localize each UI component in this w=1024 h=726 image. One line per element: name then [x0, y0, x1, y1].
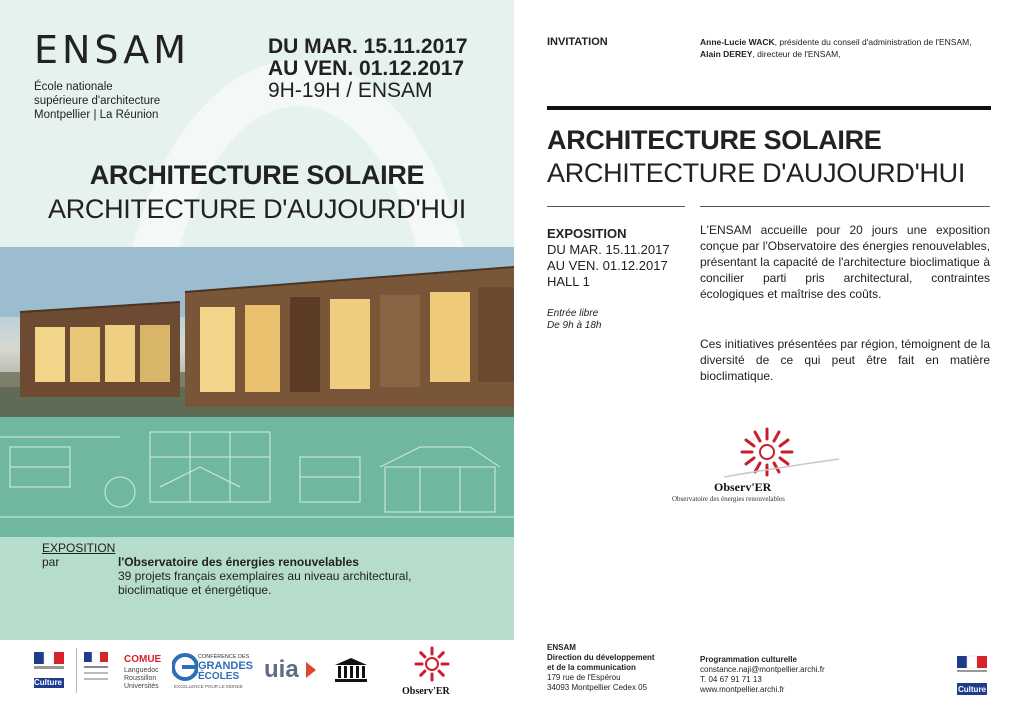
host-1-role: , présidente du conseil d'administration de l'ENSAM, — [774, 37, 972, 47]
architectural-drawing — [0, 417, 514, 537]
opening-hours — [547, 308, 602, 332]
culture-text: Culture — [34, 678, 62, 687]
footer-org: ENSAM — [547, 643, 576, 652]
hours: De 9h à 18h — [547, 320, 602, 331]
exhibition-dates — [268, 36, 468, 102]
comue-line: Universités — [124, 683, 159, 690]
ge-main2: ÉCOLES — [198, 671, 240, 682]
grandes-ecoles-icon — [172, 652, 198, 682]
expo-date-start: DU MAR. 15.11.2017 — [547, 242, 670, 257]
description-line: 39 projets français exemplaires au niveau architectural, — [118, 569, 412, 583]
description-paragraph-2: Ces initiatives présentées par région, témoignent de la diversité de ce qui peut être fait en matière bioclimatique. — [700, 337, 990, 383]
footer-website-link[interactable]: www.montpellier.archi.fr — [700, 685, 785, 694]
exhibition-band — [0, 537, 514, 640]
host-2-name: Alain DEREY — [700, 49, 753, 59]
ge-main: GRANDES — [198, 660, 254, 672]
exhibition-description — [118, 569, 478, 597]
divider — [700, 206, 990, 207]
expo-location: HALL 1 — [547, 274, 590, 289]
description-line: bioclimatique et énergétique. — [118, 583, 272, 597]
partner-logos — [0, 640, 514, 726]
hours-venue: 9H-19H / ENSAM — [268, 79, 433, 102]
divider — [76, 648, 77, 693]
comue-line: Roussillon — [124, 675, 157, 682]
comue-subtitle — [124, 667, 159, 691]
title-line-2: ARCHITECTURE D'AUJOURD'HUI — [547, 158, 966, 188]
poster-title — [0, 158, 514, 226]
uia-arrow-icon — [306, 662, 316, 678]
footer-address — [547, 643, 655, 693]
description-paragraph-1: L'ENSAM accueille pour 20 jours une exposition conçue par l'Observatoire des énergies renouvelables, présentant la capacité de l'architecture bioclimatique à concilier parti pris architectural, contraintes écologiques et maîtrise des coûts. — [700, 223, 990, 301]
footer-contact — [700, 655, 825, 695]
unesco-temple-icon — [334, 656, 368, 684]
expo-label: EXPOSITION — [42, 541, 116, 555]
ensam-logo: ENSAM — [34, 28, 191, 72]
host-1-name: Anne-Lucie WACK — [700, 37, 775, 47]
host-1 — [700, 36, 1000, 48]
divider — [547, 206, 685, 207]
invitation-page — [514, 0, 1024, 726]
footer-city: 34093 Montpellier Cedex 05 — [547, 683, 648, 692]
invitation-title — [547, 124, 965, 190]
culture-text: Culture — [958, 685, 986, 694]
expo-heading: EXPOSITION — [547, 226, 627, 241]
organizer-name: l'Observatoire des énergies renouvelables — [118, 555, 359, 569]
title-line-2: ARCHITECTURE D'AUJOURD'HUI — [47, 194, 467, 224]
host-2 — [700, 48, 1000, 60]
building-photo — [0, 247, 514, 417]
school-line: Montpellier | La Réunion — [34, 109, 159, 121]
observer-sun-icon — [412, 644, 452, 684]
observer-name: Observ'ER — [714, 480, 772, 494]
exhibition-info — [547, 226, 670, 290]
expo-date-end: AU VEN. 01.12.2017 — [547, 258, 668, 273]
ge-top: CONFÉRENCE DES — [198, 654, 250, 660]
comue-logo: COMUE — [124, 654, 162, 665]
footer-dept: Direction du développement — [547, 653, 655, 662]
hosts — [700, 36, 1000, 60]
ge-tagline: EXCELLENCE POUR LE MONDE — [174, 684, 243, 689]
school-name — [34, 80, 214, 122]
observer-subtitle: Observatoire des énergies renouvelables — [672, 495, 785, 503]
uia-logo: uia — [264, 656, 299, 683]
title-line-1: ARCHITECTURE SOLAIRE — [547, 125, 882, 155]
school-line: supérieure d'architecture — [34, 95, 161, 107]
footer-street: 179 rue de l'Espérou — [547, 673, 621, 682]
footer-prog-label: Programmation culturelle — [700, 655, 797, 664]
footer-email-link[interactable]: constance.naji@montpellier.archi.fr — [700, 665, 825, 674]
footer-phone: T. 04 67 91 71 13 — [700, 675, 762, 684]
par-label: par — [42, 555, 60, 569]
date-start: DU MAR. 15.11.2017 — [268, 35, 468, 58]
invitation-label: INVITATION — [547, 36, 608, 48]
comue-line: Languedoc — [124, 667, 159, 674]
marianne-ministry-logo — [82, 650, 112, 690]
footer-dept: et de la communication — [547, 663, 636, 672]
date-end: AU VEN. 01.12.2017 — [268, 57, 465, 80]
observer-logo-text: Observ'ER — [402, 686, 450, 697]
free-entry: Entrée libre — [547, 308, 599, 319]
school-line: École nationale — [34, 81, 113, 93]
title-rule — [547, 106, 991, 110]
host-2-role: , directeur de l'ENSAM, — [752, 49, 841, 59]
title-line-1: ARCHITECTURE SOLAIRE — [89, 160, 425, 190]
